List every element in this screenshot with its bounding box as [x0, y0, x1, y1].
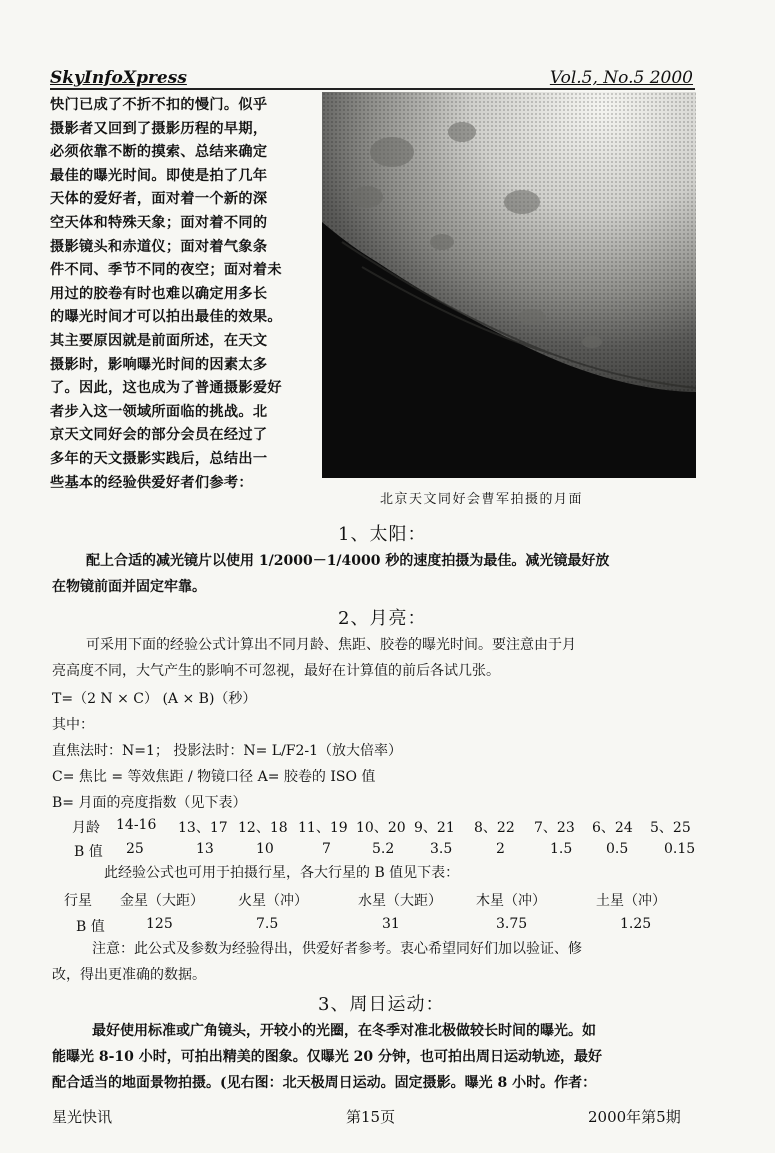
intro-line: 件不同、季节不同的夜空；面对着未	[50, 262, 282, 279]
moon-age-cell: 7、23	[534, 820, 575, 836]
moon-b-cell: 25	[126, 841, 144, 857]
planet-cell: 水星（大距）	[358, 893, 442, 909]
footer-publication: 星光快讯	[52, 1108, 113, 1126]
planet-b-cell: 3.75	[496, 916, 528, 932]
moon-age-cell: 9、21	[414, 820, 455, 836]
moon-text-line: 亮高度不同，大气产生的影响不可忽视，最好在计算值的前后各试几张。	[52, 663, 500, 679]
moon-age-cell: 8、22	[474, 820, 515, 836]
planet-intro: 此经验公式也可用于拍摄行星，各大行星的 B 值见下表：	[104, 865, 460, 881]
intro-line: 些基本的经验供爱好者们参考：	[50, 474, 253, 491]
moon-age-cell: 13、17	[178, 820, 228, 836]
planet-b-cell: 1.25	[620, 916, 652, 932]
moon-surface-photo	[322, 92, 696, 478]
moon-b-cell: 1.5	[550, 841, 573, 857]
section-heading-moon: 2、月亮：	[338, 608, 427, 629]
intro-line: 的曝光时间才可以拍出最佳的效果。	[50, 309, 282, 326]
planet-b-cell: 7.5	[256, 916, 279, 932]
diurnal-text-line: 配合适当的地面景物拍摄。(见右图：北天极周日运动。固定摄影。曝光 8 小时。作者：	[52, 1075, 597, 1091]
moon-b-cell: 0.15	[664, 841, 696, 857]
diurnal-text-line: 最好使用标准或广角镜头，开较小的光圈，在冬季对准北极做较长时间的曝光。如	[92, 1023, 596, 1039]
moon-age-cell: 5、25	[650, 820, 691, 836]
note-line: 注意：此公式及参数为经验得出，供爱好者参考。衷心希望同好们加以验证、修	[92, 941, 582, 957]
planet-b-cell: 125	[146, 916, 173, 932]
photo-caption: 北京天文同好会曹军拍摄的月面	[380, 492, 584, 507]
footer-page-number: 第15页	[346, 1108, 396, 1126]
focal-definition: 直焦法时：N=1； 投影法时：N= L/F2-1（放大倍率）	[52, 743, 403, 759]
planet-b-label: B 值	[76, 919, 105, 935]
section-heading-sun: 1、太阳：	[338, 524, 427, 545]
intro-line: 用过的胶卷有时也难以确定用多长	[50, 285, 268, 302]
intro-line: 摄影时，影响曝光时间的因素太多	[50, 356, 268, 373]
moon-age-cell: 6、24	[592, 820, 633, 836]
c-definition: C= 焦比 = 等效焦距 / 物镜口径 A= 胶卷的 ISO 值	[52, 769, 376, 785]
moon-b-cell: 13	[196, 841, 214, 857]
moon-b-cell: 0.5	[606, 841, 629, 857]
intro-line: 多年的天文摄影实践后，总结出一	[50, 450, 268, 467]
intro-line: 其主要原因就是前面所述，在天文	[50, 332, 268, 349]
intro-line: 天体的爱好者，面对着一个新的深	[50, 191, 268, 208]
intro-line: 了。因此，这也成为了普通摄影爱好	[50, 380, 282, 397]
issue-info: Vol.5, No.5 2000	[549, 68, 693, 88]
moon-b-cell: 2	[496, 841, 505, 857]
intro-line: 必须依靠不断的摸索、总结来确定	[50, 144, 268, 161]
footer-issue: 2000年第5期	[588, 1108, 681, 1126]
moon-age-cell: 12、18	[238, 820, 288, 836]
intro-line: 京天文同好会的部分会员在经过了	[50, 427, 268, 444]
moon-b-cell: 3.5	[430, 841, 453, 857]
intro-line: 空天体和特殊天象；面对着不同的	[50, 214, 268, 231]
intro-line: 摄影者又回到了摄影历程的早期，	[50, 120, 268, 137]
intro-paragraph	[50, 94, 322, 495]
planet-label: 行星	[64, 893, 92, 909]
moon-age-cell: 14-16	[116, 817, 157, 833]
intro-line: 快门已成了不折不扣的慢门。似乎	[50, 97, 268, 113]
section-heading-diurnal: 3、周日运动：	[318, 994, 445, 1015]
journal-title: SkyInfoXpress	[50, 68, 187, 88]
planet-cell: 木星（冲）	[476, 893, 546, 909]
header-rule	[50, 88, 695, 90]
moon-age-cell: 10、20	[356, 820, 406, 836]
moon-b-cell: 10	[256, 841, 274, 857]
planet-cell: 火星（冲）	[238, 893, 308, 909]
intro-line: 摄影镜头和赤道仪；面对着气象条	[50, 238, 268, 255]
moon-text-line: 可采用下面的经验公式计算出不同月龄、焦距、胶卷的曝光时间。要注意由于月	[86, 637, 576, 653]
intro-line: 最佳的曝光时间。即使是拍了几年	[50, 167, 268, 184]
moon-b-cell: 7	[322, 841, 331, 857]
sun-text-line: 配上合适的减光镜片以使用 1/2000－1/4000 秒的速度拍摄为最佳。减光镜最好放	[86, 553, 610, 569]
moon-b-cell: 5.2	[372, 841, 395, 857]
note-line: 改，得出更准确的数据。	[52, 967, 206, 983]
planet-b-cell: 31	[382, 916, 400, 932]
intro-line: 者步入这一领域所面临的挑战。北	[50, 403, 268, 420]
sun-text-line: 在物镜前面并固定牢靠。	[52, 579, 206, 595]
moon-age-cell: 11、19	[298, 820, 348, 836]
planet-cell: 金星（大距）	[120, 893, 204, 909]
where-label: 其中：	[52, 717, 94, 733]
moon-age-label: 月龄	[72, 820, 100, 836]
moon-b-label: B 值	[74, 844, 103, 860]
planet-cell: 土星（冲）	[596, 893, 666, 909]
exposure-formula: T=（2 N × C） (A × B)（秒）	[52, 691, 257, 707]
b-definition: B= 月面的亮度指数（见下表）	[52, 795, 247, 811]
diurnal-text-line: 能曝光 8-10 小时，可拍出精美的图象。仅曝光 20 分钟，也可拍出周日运动轨迹，最好	[52, 1049, 603, 1065]
